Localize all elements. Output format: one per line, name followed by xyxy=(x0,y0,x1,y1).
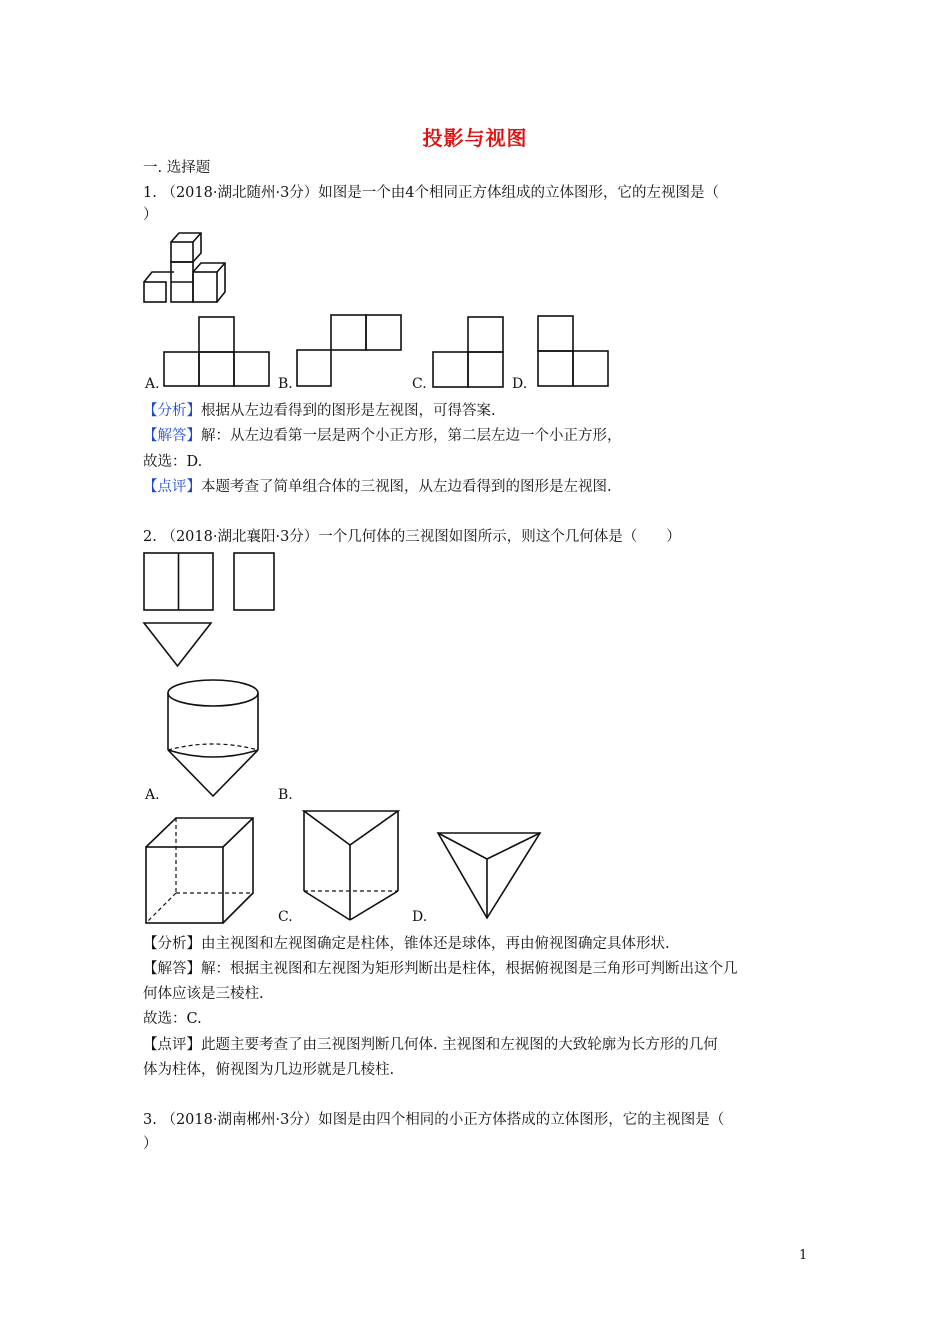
q2-option-d-label[interactable]: D. xyxy=(412,909,428,925)
q2-three-views-figure xyxy=(142,552,282,670)
q1-solid-figure xyxy=(140,230,230,305)
q2-answer-line1: 【解答】解：根据主视图和左视图为矩形判断出是柱体，根据俯视图是三角形可判断出这个几 xyxy=(143,961,738,977)
q3-stem-end: ） xyxy=(143,1136,158,1152)
q1-option-a-figure xyxy=(163,315,273,387)
q1-option-b-figure xyxy=(296,314,406,388)
section-heading: 一. 选择题 xyxy=(143,160,211,176)
q1-comment-text: 本题考查了简单组合体的三视图，从左边看得到的图形是左视图. xyxy=(201,479,612,495)
q2-option-c-label[interactable]: C. xyxy=(278,909,293,925)
q1-analysis xyxy=(143,400,496,422)
q1-option-a-label[interactable]: A. xyxy=(145,376,160,392)
q2-comment-line1: 【点评】此题主要考查了由三视图判断几何体. 主视图和左视图的大致轮廓为长方形的几何 xyxy=(143,1037,718,1053)
page-number: 1 xyxy=(799,1248,808,1263)
q1-answer-text: 解：从左边看第一层是两个小正方形，第二层左边一个小正方形， xyxy=(201,428,622,444)
q1-option-d-label[interactable]: D. xyxy=(512,376,528,392)
q1-comment xyxy=(143,476,612,498)
q2-answer-line2: 何体应该是三棱柱. xyxy=(143,986,264,1002)
q1-answer-tag: 【解答】 xyxy=(143,428,201,444)
q2-option-a-label[interactable]: A. xyxy=(145,787,160,803)
q1-option-c-label[interactable]: C. xyxy=(412,376,427,392)
q1-choice: 故选：D. xyxy=(143,454,203,470)
q1-option-d-figure xyxy=(537,315,613,387)
q2-option-a-figure xyxy=(160,678,270,800)
q3-stem: 3. （2018·湖南郴州·3分）如图是由四个相同的小正方体搭成的立体图形，它的主视图是（ xyxy=(143,1112,725,1128)
q1-analysis-tag: 【分析】 xyxy=(143,403,201,419)
q1-stem-end: ） xyxy=(143,207,158,223)
q2-option-b-label[interactable]: B. xyxy=(278,787,293,803)
q1-option-b-label[interactable]: B. xyxy=(278,376,293,392)
q2-option-c-figure xyxy=(302,808,402,923)
q1-comment-tag: 【点评】 xyxy=(143,479,201,495)
q1-answer xyxy=(143,425,622,447)
q2-option-d-figure xyxy=(436,830,542,922)
q2-option-b-figure xyxy=(143,815,253,927)
q1-analysis-text: 根据从左边看得到的图形是左视图，可得答案. xyxy=(201,403,496,419)
q2-stem: 2. （2018·湖北襄阳·3分）一个几何体的三视图如图所示，则这个几何体是（ ） xyxy=(143,529,681,545)
q2-comment-line2: 体为柱体，俯视图为几边形就是几棱柱. xyxy=(143,1062,395,1078)
q1-option-c-figure xyxy=(432,316,508,388)
q2-analysis: 【分析】由主视图和左视图确定是柱体，锥体还是球体，再由俯视图确定具体形状. xyxy=(143,936,670,952)
q2-choice: 故选：C. xyxy=(143,1011,202,1027)
q1-stem: 1. （2018·湖北随州·3分）如图是一个由4个相同正方体组成的立体图形，它的左视图是（ xyxy=(143,185,720,201)
page-title: 投影与视图 xyxy=(422,126,528,150)
